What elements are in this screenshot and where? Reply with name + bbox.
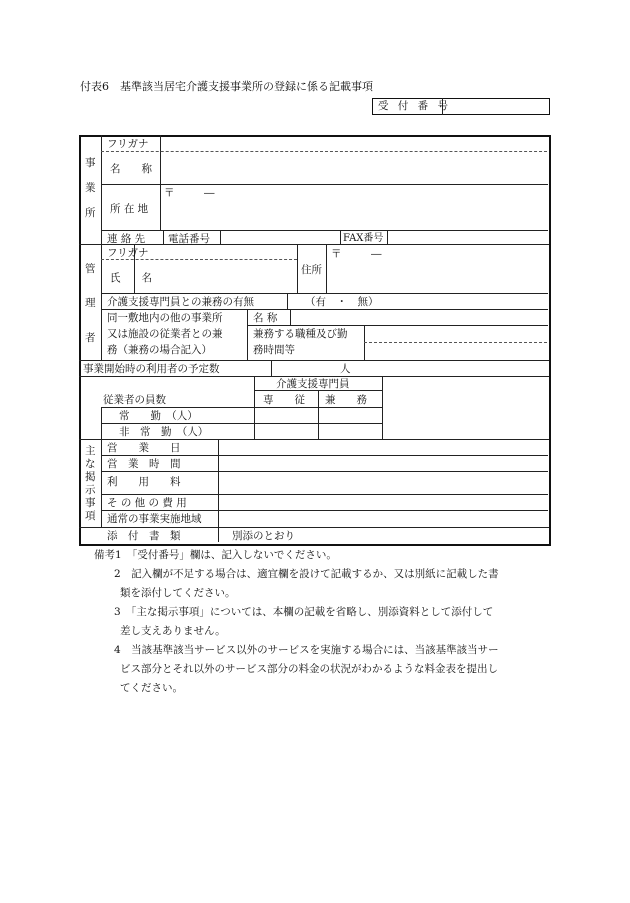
attachments-col [218,527,219,542]
postings-section-char: 掲 [85,471,96,483]
manager-other-name-col [290,309,291,325]
office-row-divider [101,184,548,185]
section-divider [79,244,549,245]
staff-col [318,390,319,439]
office-fax-label: FAX番号 [343,233,384,244]
manager-postal-dash: ― [371,248,382,260]
planned-users-label: 事業開始時の利用者の予定数 [83,363,220,375]
office-name-label: 名 称 [110,163,152,175]
manager-dual-role-value[interactable]: （有 ・ 無） [305,296,379,308]
manager-furigana-divider [101,259,297,260]
note-3-cont: 差し支えありません。 [120,625,226,637]
office-fax-input[interactable] [389,231,546,243]
care-manager-header: 介護支援専門員 [276,378,350,390]
business-days-input[interactable] [220,440,546,454]
postings-section-char: 示 [85,484,96,496]
page-title: 付表6 基準該当居宅介護支援事業所の登録に係る記載事項 [80,80,373,93]
office-field-col [160,135,161,230]
office-contact-label: 連 絡 先 [107,233,146,245]
dedicated-header: 専 従 [263,394,305,406]
manager-other-office-label: 同一敷地内の他の事業所 [107,312,223,324]
manager-furigana-input[interactable] [136,246,296,258]
note-3: 3 「主な掲示事項」については、本欄の記載を省略し、別添資料として添付して [114,606,494,618]
postings-section-char: 項 [85,510,96,522]
full-time-dedicated-input[interactable] [256,408,317,422]
manager-job-type-label: 務時間等 [253,344,295,356]
manager-row-divider [101,293,548,294]
other-costs-label: そ の 他 の 費 用 [107,497,187,509]
manager-section-char: 管 [85,263,96,275]
manager-other-name-label: 名 称 [253,312,278,324]
manager-address-col [297,244,298,293]
note-2: 2 記入欄が不足する場合は、適宜欄を設けて記載するか、又は別紙に記載した書 [114,568,499,580]
receipt-number-label: 受 付 番 号 [378,100,452,112]
fees-input[interactable] [220,472,546,492]
postings-section-char: 事 [85,497,96,509]
manager-name-label: 氏 名 [110,272,152,284]
office-address-input[interactable] [162,186,546,228]
part-time-dedicated-input[interactable] [256,424,317,438]
part-time-concurrent-input[interactable] [320,424,381,438]
office-postal-dash: ― [204,187,215,199]
attachments-value: 別添のとおり [232,530,295,542]
manager-address-input[interactable] [328,246,546,291]
other-costs-input[interactable] [220,495,546,509]
manager-section-char: 理 [85,297,96,309]
manager-name-input[interactable] [136,261,296,292]
note-4-cont: ビス部分とそれ以外のサービス部分の料金の状況がわかるような料金表を提出し [120,663,498,675]
part-time-label: 非 常 勤 （人） [119,426,209,438]
manager-address-col [326,244,327,293]
office-phone-col [220,230,221,244]
manager-dual-role-label: 介護支援専門員との兼務の有無 [107,296,254,308]
note-4: 4 当該基準該当サービス以外のサービスを実施する場合には、当該基準該当サー [114,644,499,656]
manager-address-label: 住所 [301,264,322,276]
receipt-number-field[interactable] [444,99,547,113]
office-furigana-label: フリガナ [107,138,149,150]
office-section-char: 所 [85,207,96,219]
postings-section-char: 主 [85,445,96,457]
concurrent-header: 兼 務 [325,394,367,406]
office-fax-col [340,230,341,244]
manager-job-type-input[interactable] [366,327,546,359]
manager-other-office-label: 務（兼務の場合記入） [107,344,212,356]
manager-label-col [101,244,102,360]
staff-count-label: 従業者の員数 [103,394,166,406]
office-postal-mark: 〒 [164,187,175,199]
attachments-label: 添 付 書 類 [107,530,181,542]
office-phone-input[interactable] [222,231,338,243]
business-hours-input[interactable] [220,456,546,470]
business-hours-label: 営 業 時 間 [107,458,181,470]
office-fax-col [387,230,388,244]
business-days-label: 営 業 日 [107,442,181,454]
planned-users-input[interactable] [273,361,333,375]
postings-label-col [101,439,102,527]
note-1: 備考1 「受付番号」欄は、記入しないでください。 [94,549,337,561]
postings-section-char: な [85,458,96,470]
section-divider [79,527,549,528]
office-section-char: 事 [85,157,96,169]
office-section-char: 業 [85,182,96,194]
planned-users-col [271,360,272,376]
manager-other-col [247,309,248,360]
manager-furigana-label: フリガナ [107,247,149,259]
manager-job-type-label: 兼務する職種及び勤 [253,328,348,340]
planned-users-unit: 人 [340,363,351,375]
manager-dual-role-col [287,293,288,309]
postings-field-col [218,439,219,527]
manager-section-char: 者 [85,332,96,344]
office-name-input[interactable] [162,153,546,183]
office-furigana-input[interactable] [162,137,546,150]
full-time-label: 常 勤 （人） [119,410,198,422]
note-2-cont: 類を添付してください。 [120,587,236,599]
section-divider [79,376,549,377]
note-4-cont: てください。 [120,682,183,694]
manager-other-office-label: 又は施設の従業者との兼 [107,328,223,340]
office-address-label: 所 在 地 [110,203,149,215]
manager-other-name-input[interactable] [292,310,546,324]
manager-row-divider [247,325,548,326]
office-phone-label: 電話番号 [168,233,210,245]
fees-label: 利 用 料 [107,476,181,488]
full-time-concurrent-input[interactable] [320,408,381,422]
office-furigana-divider [101,151,547,152]
staff-col [382,376,383,439]
manager-postal-mark: 〒 [331,248,342,260]
service-area-label: 通常の事業実施地域 [107,513,202,525]
office-contact-col [163,230,164,244]
service-area-input[interactable] [220,511,546,525]
